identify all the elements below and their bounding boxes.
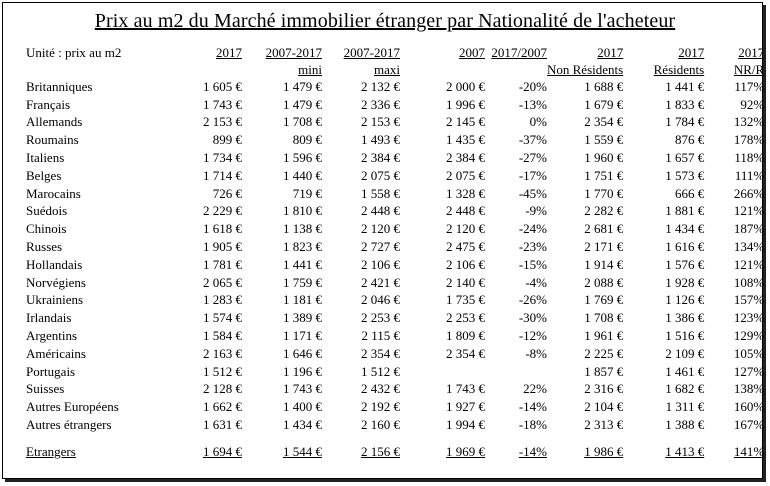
nationality-cell: Russes: [26, 238, 63, 254]
value-cell: 2 153 €: [361, 114, 400, 130]
value-cell: 1 994 €: [446, 416, 485, 432]
nationality-cell: Belges: [26, 167, 62, 183]
value-cell: 1 679 €: [584, 96, 624, 112]
value-cell: 141%: [733, 443, 765, 459]
value-cell: 2 282 €: [584, 203, 624, 219]
table-row: [26, 309, 764, 327]
nationality-cell: Ukrainiens: [26, 292, 84, 308]
value-cell: 2 132 €: [361, 78, 400, 94]
column-header: 2017: [678, 45, 705, 60]
spacer-row: [26, 434, 764, 443]
value-cell: -14%: [518, 443, 547, 459]
value-cell: 2 727 €: [361, 238, 400, 254]
column-subheader: Résidents: [653, 61, 705, 77]
value-cell: 1 512 €: [361, 363, 400, 379]
value-cell: 108%: [733, 274, 765, 290]
nationality-cell: Allemands: [26, 114, 83, 130]
value-cell: 1 388 €: [665, 416, 705, 432]
value-cell: 1 784 €: [665, 114, 705, 130]
column-header: 2017: [216, 45, 242, 60]
table-row: [26, 149, 764, 167]
value-cell: 92%: [740, 96, 765, 112]
value-cell: 1 770 €: [584, 185, 624, 201]
table-row: [26, 238, 764, 256]
value-cell: 809 €: [292, 132, 322, 148]
value-cell: 2 421 €: [361, 274, 400, 290]
value-cell: 1 986 €: [584, 443, 624, 459]
column-header: 2007-2017: [265, 45, 322, 60]
value-cell: 1 759 €: [283, 274, 322, 290]
value-cell: 1 810 €: [283, 203, 322, 219]
nationality-cell: Norvégiens: [26, 274, 86, 290]
value-cell: 2 140 €: [446, 274, 485, 290]
value-cell: [400, 363, 485, 381]
value-cell: 1 605 €: [203, 78, 242, 94]
value-cell: 876 €: [674, 132, 705, 148]
value-cell: 1 389 €: [283, 310, 322, 326]
value-cell: 2 128 €: [203, 381, 242, 397]
value-cell: 1 809 €: [446, 327, 485, 343]
value-cell: 1 171 €: [283, 327, 322, 343]
value-cell: 1 196 €: [283, 363, 322, 379]
table-row: [26, 185, 764, 203]
value-cell: 2 336 €: [361, 96, 400, 112]
unit-label: Unité : prix au m2: [26, 45, 122, 60]
column-header: 2007: [459, 45, 485, 60]
value-cell: 1 662 €: [203, 399, 242, 415]
value-cell: 1 708 €: [283, 114, 322, 130]
value-cell: 1 328 €: [446, 185, 485, 201]
value-cell: 2 000 €: [446, 78, 485, 94]
value-cell: 2 120 €: [446, 221, 485, 237]
value-cell: -24%: [518, 221, 547, 237]
value-cell: 2 354 €: [584, 114, 624, 130]
value-cell: 22%: [523, 381, 547, 397]
value-cell: 1 138 €: [283, 221, 322, 237]
value-cell: 1 734 €: [203, 149, 242, 165]
column-header: 2017: [738, 45, 765, 60]
value-cell: -18%: [518, 416, 547, 432]
value-cell: 1 126 €: [665, 292, 705, 308]
column-subheader: [178, 62, 242, 78]
value-cell: 2 153 €: [203, 114, 242, 130]
value-cell: 1 769 €: [584, 292, 624, 308]
value-cell: 1 657 €: [665, 149, 705, 165]
table-row: [26, 256, 764, 274]
value-cell: 1 461 €: [665, 363, 705, 379]
value-cell: 2 192 €: [361, 399, 400, 415]
value-cell: 2 065 €: [203, 274, 242, 290]
value-cell: 1 743 €: [446, 381, 485, 397]
value-cell: 2 253 €: [361, 310, 400, 326]
value-cell: 132%: [733, 114, 765, 130]
table-row: [26, 363, 764, 381]
column-subheader: maxi: [374, 61, 400, 77]
value-cell: 1 576 €: [665, 256, 705, 272]
nationality-cell: Américains: [26, 345, 86, 361]
value-cell: 1 743 €: [283, 381, 322, 397]
table-row: [26, 202, 764, 220]
value-cell: 1 708 €: [584, 310, 624, 326]
nationality-cell: Irlandais: [26, 310, 72, 326]
value-cell: 899 €: [212, 132, 242, 148]
value-cell: 1 435 €: [446, 132, 485, 148]
column-subheader: mini: [298, 61, 322, 77]
value-cell: -13%: [518, 96, 547, 112]
value-cell: 2 120 €: [361, 221, 400, 237]
value-cell: 1 646 €: [283, 345, 322, 361]
value-cell: 2 115 €: [361, 327, 400, 343]
nationality-cell: Roumains: [26, 132, 79, 148]
column-header: 2017: [597, 45, 624, 60]
value-cell: 1 881 €: [665, 203, 705, 219]
table-row: [26, 220, 764, 238]
value-cell: 1 751 €: [584, 167, 624, 183]
nationality-cell: Italiens: [26, 149, 65, 165]
value-cell: -9%: [525, 203, 547, 219]
value-cell: 1 584 €: [203, 327, 242, 343]
value-cell: 1 927 €: [446, 399, 485, 415]
value-cell: 138%: [733, 381, 765, 397]
subheader-row: [26, 62, 764, 78]
value-cell: -27%: [518, 149, 547, 165]
value-cell: 127%: [733, 363, 765, 379]
value-cell: 1 631 €: [203, 416, 242, 432]
value-cell: 1 996 €: [446, 96, 485, 112]
value-cell: 2 145 €: [446, 114, 485, 130]
nationality-cell: Français: [26, 96, 71, 112]
value-cell: 2 225 €: [584, 345, 624, 361]
value-cell: 1 479 €: [283, 96, 322, 112]
value-cell: -20%: [518, 78, 547, 94]
column-subheader: [400, 62, 485, 78]
value-cell: 2 384 €: [446, 149, 485, 165]
table-row: [26, 131, 764, 149]
value-cell: 0%: [529, 114, 547, 130]
value-cell: 123%: [733, 310, 765, 326]
value-cell: 129%: [733, 327, 765, 343]
value-cell: 2 354 €: [361, 345, 400, 361]
value-cell: 1 479 €: [283, 78, 322, 94]
value-cell: -17%: [518, 167, 547, 183]
value-cell: 1 735 €: [446, 292, 485, 308]
value-cell: 1 434 €: [665, 221, 705, 237]
value-cell: 2 229 €: [203, 203, 242, 219]
value-cell: 167%: [733, 416, 765, 432]
value-cell: 2 448 €: [446, 203, 485, 219]
value-cell: [485, 363, 547, 381]
value-cell: 1 682 €: [665, 381, 705, 397]
value-cell: 726 €: [212, 185, 242, 201]
header-row: [26, 44, 764, 62]
value-cell: -23%: [518, 238, 547, 254]
value-cell: 2 106 €: [446, 256, 485, 272]
nationality-cell: Argentins: [26, 327, 78, 343]
value-cell: 1 688 €: [584, 78, 624, 94]
value-cell: 2 384 €: [361, 149, 400, 165]
value-cell: 1 969 €: [446, 443, 485, 459]
value-cell: 1 493 €: [361, 132, 400, 148]
value-cell: 160%: [733, 399, 765, 415]
value-cell: 2 104 €: [584, 399, 624, 415]
value-cell: 1 960 €: [584, 149, 624, 165]
value-cell: 1 616 €: [665, 238, 705, 254]
value-cell: 2 106 €: [361, 256, 400, 272]
table-row: [26, 78, 764, 96]
table-row: [26, 416, 764, 434]
value-cell: 2 109 €: [665, 345, 705, 361]
value-cell: 1 181 €: [283, 292, 322, 308]
value-cell: 2 432 €: [361, 381, 400, 397]
value-cell: 1 694 €: [203, 443, 242, 459]
value-cell: 2 313 €: [584, 416, 624, 432]
total-row: [26, 443, 764, 461]
value-cell: 2 156 €: [361, 443, 400, 459]
table-row: [26, 96, 764, 114]
value-cell: 1 400 €: [283, 399, 322, 415]
value-cell: 178%: [733, 132, 765, 148]
table-row: [26, 380, 764, 398]
value-cell: 1 928 €: [665, 274, 705, 290]
value-cell: 1 434 €: [283, 416, 322, 432]
column-subheader: [485, 62, 547, 78]
value-cell: -45%: [518, 185, 547, 201]
value-cell: 2 075 €: [446, 167, 485, 183]
value-cell: 2 475 €: [446, 238, 485, 254]
table-row: [26, 398, 764, 416]
column-header: 2007-2017: [343, 45, 400, 60]
value-cell: 1 823 €: [283, 238, 322, 254]
value-cell: 1 596 €: [283, 149, 322, 165]
value-cell: 1 905 €: [203, 238, 242, 254]
value-cell: 118%: [734, 149, 765, 165]
value-cell: -26%: [518, 292, 547, 308]
value-cell: -8%: [525, 345, 547, 361]
nationality-cell: Britanniques: [26, 78, 93, 94]
value-cell: 1 833 €: [665, 96, 705, 112]
value-cell: 1 743 €: [203, 96, 242, 112]
value-cell: -37%: [518, 132, 547, 148]
value-cell: 157%: [733, 292, 765, 308]
value-cell: 1 781 €: [203, 256, 242, 272]
value-cell: 1 516 €: [665, 327, 705, 343]
value-cell: 1 283 €: [203, 292, 242, 308]
value-cell: 2 075 €: [361, 167, 400, 183]
value-cell: 1 857 €: [584, 363, 624, 379]
value-cell: -4%: [525, 274, 547, 290]
nationality-cell: Marocains: [26, 185, 81, 201]
value-cell: 2 171 €: [584, 238, 624, 254]
value-cell: 1 440 €: [283, 167, 322, 183]
value-cell: 117%: [734, 78, 765, 94]
value-cell: 187%: [733, 221, 765, 237]
value-cell: 1 386 €: [665, 310, 705, 326]
column-header: 2017/2007: [491, 45, 547, 60]
nationality-cell: Etrangers: [26, 443, 76, 459]
value-cell: -12%: [518, 327, 547, 343]
value-cell: 2 316 €: [584, 381, 624, 397]
value-cell: 2 046 €: [361, 292, 400, 308]
value-cell: 134%: [733, 238, 765, 254]
value-cell: 1 441 €: [283, 256, 322, 272]
value-cell: 719 €: [292, 185, 322, 201]
value-cell: 1 311 €: [665, 399, 705, 415]
value-cell: -15%: [518, 256, 547, 272]
nationality-cell: Autres Européens: [26, 399, 119, 415]
value-cell: 2 681 €: [584, 221, 624, 237]
nationality-cell: Suédois: [26, 203, 68, 219]
value-cell: 1 413 €: [665, 443, 705, 459]
value-cell: 1 714 €: [203, 167, 242, 183]
page-title: Prix au m2 du Marché immobilier étranger par Nationalité de l'acheteur: [94, 10, 676, 32]
nationality-cell: Hollandais: [26, 256, 83, 272]
nationality-cell: Suisses: [26, 381, 65, 397]
value-cell: 2 253 €: [446, 310, 485, 326]
table-row: [26, 327, 764, 345]
value-cell: 2 448 €: [361, 203, 400, 219]
value-cell: 666 €: [674, 185, 705, 201]
nationality-cell: Portugais: [26, 363, 76, 379]
table-row: [26, 274, 764, 292]
value-cell: -30%: [518, 310, 547, 326]
table-row: [26, 167, 764, 185]
value-cell: 105%: [733, 345, 765, 361]
table-row: [26, 291, 764, 309]
nationality-cell: Chinois: [26, 221, 67, 237]
value-cell: 121%: [733, 256, 765, 272]
value-cell: 2 088 €: [584, 274, 624, 290]
value-cell: 1 559 €: [584, 132, 624, 148]
column-subheader: Non Résidents: [547, 61, 624, 77]
value-cell: 1 914 €: [584, 256, 624, 272]
value-cell: 1 441 €: [665, 78, 705, 94]
value-cell: 2 163 €: [203, 345, 242, 361]
value-cell: 111%: [734, 167, 765, 183]
value-cell: 1 558 €: [361, 185, 400, 201]
value-cell: 2 160 €: [361, 416, 400, 432]
value-cell: 1 573 €: [665, 167, 705, 183]
value-cell: 1 961 €: [584, 327, 624, 343]
column-subheader: NR/R: [733, 61, 765, 77]
value-cell: 1 544 €: [283, 443, 322, 459]
table-row: [26, 345, 764, 363]
price-table: [26, 44, 764, 461]
value-cell: -14%: [518, 399, 547, 415]
value-cell: 266%: [733, 185, 765, 201]
nationality-cell: Autres étrangers: [26, 416, 112, 432]
table-row: [26, 113, 764, 131]
value-cell: 2 354 €: [446, 345, 485, 361]
value-cell: 1 618 €: [203, 221, 242, 237]
value-cell: 1 574 €: [203, 310, 242, 326]
value-cell: 1 512 €: [203, 363, 242, 379]
value-cell: 121%: [733, 203, 765, 219]
